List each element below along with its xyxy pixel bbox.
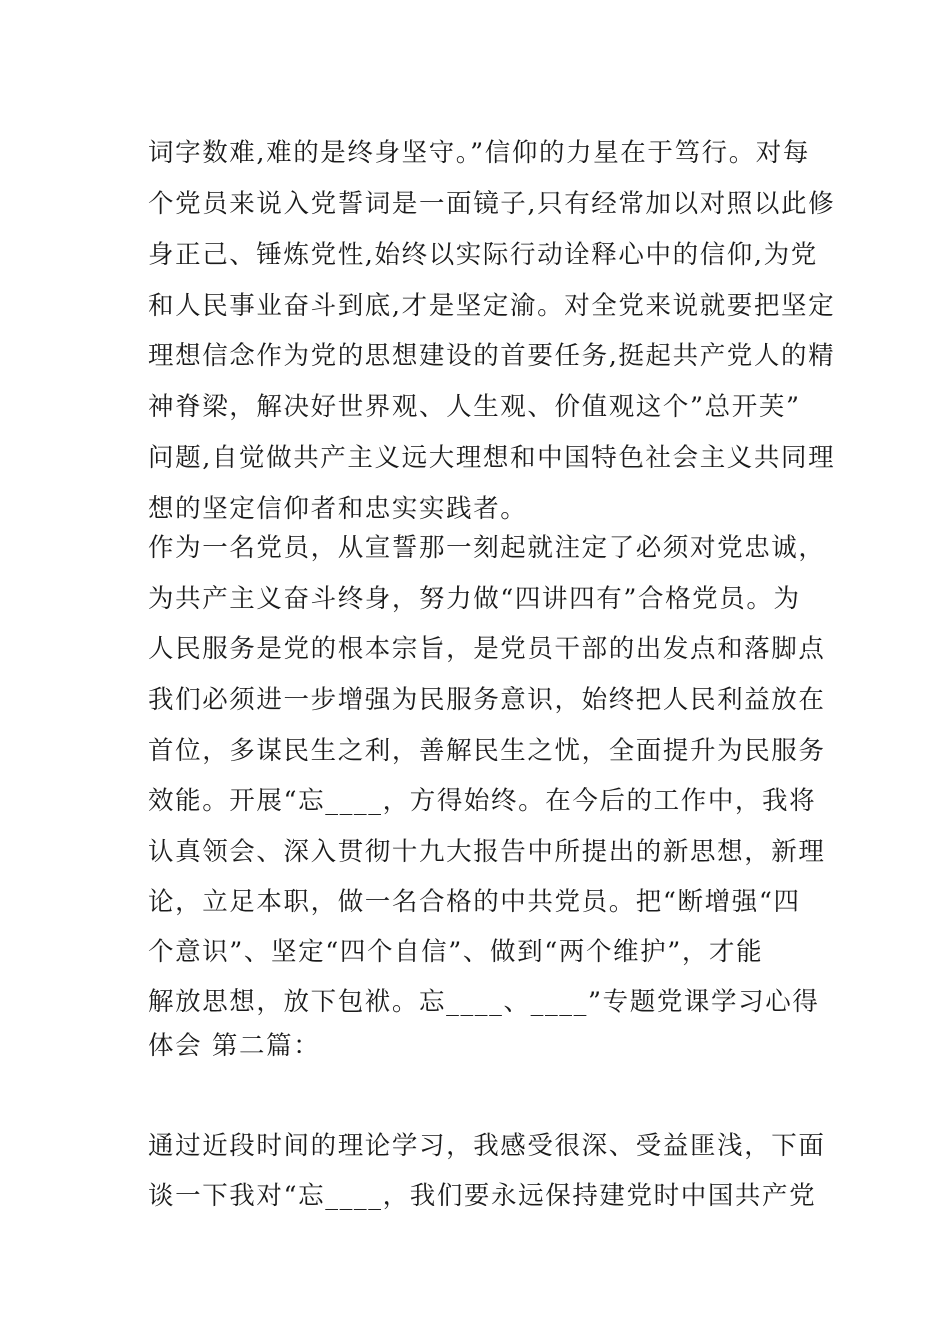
text-line: 神脊梁，解决好世界观、人生观、价值观这个”总开芙”	[148, 392, 801, 422]
text-line: 理想信念作为党的思想建设的首要任务,挺起共产党人的精	[148, 341, 836, 371]
text-line: 通过近段时间的理论学习，我感受很深、受益匪浅，下面	[148, 1131, 826, 1161]
text-line: 首位，多谋民生之利，善解民生之忧，全面提升为民服务	[148, 736, 826, 766]
text-line: 想的坚定信仰者和忠实实践者。	[148, 494, 528, 524]
text-line: 论，立足本职，做一名合格的中共党员。把“断增强“四	[148, 887, 801, 917]
text-line: 词字数难,难的是终身坚守。”信仰的力星在于笃行。对每	[148, 138, 810, 168]
text-line: 个党员来说入党誓词是一面镜子,只有经常加以对照以此修	[148, 189, 836, 219]
text-line: 谈一下我对“忘____，我们要永远保持建党时中国共产党	[148, 1181, 817, 1211]
text-line: 问题,自觉做共产主义远大理想和中国特色社会主义共同理	[148, 443, 836, 473]
text-line: 个意识”、坚定“四个自信”、做到“两个维护”，才能	[148, 937, 764, 967]
text-line: 效能。开展“忘____，方得始终。在今后的工作中，我将	[148, 786, 817, 816]
text-line: 人民服务是党的根本宗旨，是党员干部的出发点和落脚点	[148, 634, 826, 664]
text-line: 和人民事业奋斗到底,才是坚定渝。对全党来说就要把坚定	[148, 291, 836, 321]
text-line: 解放思想，放下包袱。忘____、____”专题党课学习心得	[148, 987, 820, 1017]
text-line: 我们必须进一步增强为民服务意识，始终把人民利益放在	[148, 685, 826, 715]
text-line: 体会 第二篇：	[148, 1031, 321, 1061]
text-line: 为共产主义奋斗终身，努力做“四讲四有”合格党员。为	[148, 584, 801, 614]
text-line: 身正己、锤炼党性,始终以实际行动诠释心中的信仰,为党	[148, 240, 818, 270]
text-line: 作为一名党员，从宣誓那一刻起就注定了必须对党忠诚，	[148, 533, 826, 563]
text-line: 认真领会、深入贯彻十九大报告中所提出的新思想，新理	[148, 837, 826, 867]
